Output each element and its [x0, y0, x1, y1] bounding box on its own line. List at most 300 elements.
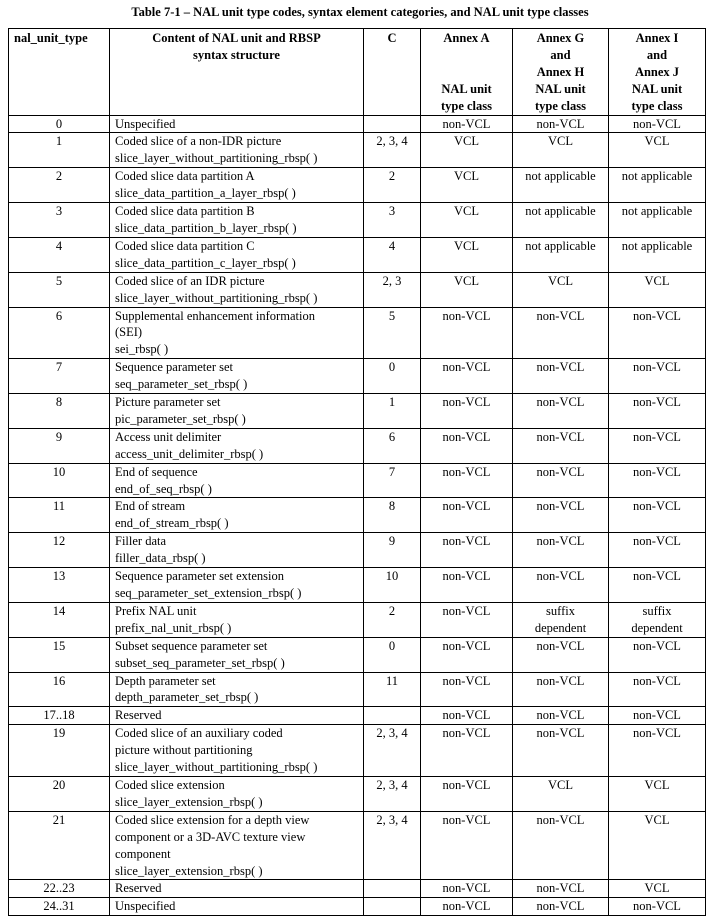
annex-g-h-class-cell [513, 272, 609, 307]
annex-i-j-class-cell [609, 237, 706, 272]
annex-i-j-class-cell-line: VCL [644, 812, 670, 827]
annex-a-class-cell [421, 203, 513, 238]
nal-unit-type-cell: 2 [9, 168, 110, 203]
table-row [9, 533, 706, 568]
content-cell-line: Coded slice of an IDR picture [115, 273, 265, 288]
header-content [110, 29, 364, 116]
content-cell-line: (SEI) [115, 325, 143, 340]
annex-i-j-class-cell [609, 428, 706, 463]
category-cell: 6 [364, 428, 421, 463]
header-annex-gh-line: NAL unit [535, 81, 586, 96]
annex-g-h-class-cell-line: non-VCL [536, 881, 585, 896]
category-cell: 2, 3, 4 [364, 776, 421, 811]
content-cell-line: Prefix NAL unit [115, 603, 197, 618]
header-row [9, 29, 706, 116]
annex-g-h-class-cell [513, 307, 609, 359]
annex-g-h-class-cell-line: non-VCL [536, 464, 585, 479]
category-cell: 2, 3, 4 [364, 811, 421, 880]
content-cell-line: End of stream [115, 499, 186, 514]
nal-unit-type-cell: 7 [9, 359, 110, 394]
content-cell [110, 707, 364, 725]
header-annex-gh-line: Annex H [536, 64, 585, 79]
annex-i-j-class-cell-line: non-VCL [633, 638, 681, 653]
content-cell-line: component or a 3D-AVC texture view [115, 829, 306, 844]
annex-g-h-class-cell [513, 428, 609, 463]
category-cell: 11 [364, 672, 421, 707]
content-cell-line: prefix_nal_unit_rbsp( ) [115, 620, 232, 635]
annex-i-j-class-cell [609, 115, 706, 133]
content-cell [110, 568, 364, 603]
content-cell-line: Coded slice extension for a depth view [115, 812, 310, 827]
annex-g-h-class-cell-line: non-VCL [536, 534, 585, 549]
category-cell: 1 [364, 394, 421, 429]
content-cell-line: Sequence parameter set [115, 360, 233, 375]
annex-g-h-class-cell [513, 463, 609, 498]
header-category: C [364, 29, 421, 116]
annex-a-class-cell [421, 272, 513, 307]
annex-i-j-class-cell [609, 776, 706, 811]
header-annex-a-line: NAL unit [441, 81, 492, 96]
annex-a-class-cell [421, 133, 513, 168]
nal-unit-type-cell: 13 [9, 568, 110, 603]
header-content-line: syntax structure [193, 47, 280, 62]
annex-a-class-cell-line: non-VCL [442, 603, 491, 618]
content-cell [110, 811, 364, 880]
content-cell-line: Filler data [115, 534, 167, 549]
content-cell [110, 498, 364, 533]
nal-unit-type-cell: 16 [9, 672, 110, 707]
annex-a-class-cell [421, 672, 513, 707]
annex-g-h-class-cell-line: non-VCL [536, 899, 585, 914]
content-cell [110, 880, 364, 898]
annex-i-j-class-cell-line: non-VCL [633, 464, 681, 479]
annex-a-class-cell [421, 115, 513, 133]
annex-a-class-cell-line: non-VCL [442, 499, 491, 514]
table-row [9, 359, 706, 394]
annex-g-h-class-cell-line: non-VCL [536, 673, 585, 688]
content-cell [110, 359, 364, 394]
annex-i-j-class-cell [609, 463, 706, 498]
annex-a-class-cell [421, 359, 513, 394]
annex-g-h-class-cell [513, 776, 609, 811]
annex-i-j-class-cell-line: non-VCL [633, 708, 681, 723]
content-cell [110, 133, 364, 168]
table-row [9, 203, 706, 238]
header-annex-ij-line: Annex I [635, 31, 679, 45]
annex-i-j-class-cell-line: non-VCL [633, 673, 681, 688]
annex-g-h-class-cell [513, 568, 609, 603]
nal-unit-type-cell: 4 [9, 237, 110, 272]
table-row [9, 672, 706, 707]
annex-g-h-class-cell-line: non-VCL [536, 308, 585, 323]
nal-unit-type-cell: 17..18 [9, 707, 110, 725]
annex-i-j-class-cell-line: VCL [644, 777, 670, 792]
category-cell: 2, 3 [364, 272, 421, 307]
annex-g-h-class-cell-line: VCL [548, 134, 573, 149]
content-cell-line: end_of_seq_rbsp( ) [115, 481, 212, 496]
content-cell-line: Coded slice data partition A [115, 169, 255, 184]
table-row [9, 498, 706, 533]
annex-a-class-cell-line: non-VCL [442, 708, 491, 723]
header-annex-ij-line: and [646, 47, 668, 62]
annex-a-class-cell-line: non-VCL [442, 638, 491, 653]
annex-g-h-class-cell [513, 203, 609, 238]
nal-unit-type-cell: 10 [9, 463, 110, 498]
table-row [9, 637, 706, 672]
category-cell [364, 707, 421, 725]
annex-a-class-cell-line: VCL [454, 238, 479, 253]
content-cell-line: slice_layer_without_partitioning_rbsp( ) [115, 290, 318, 305]
header-annex-g-h [513, 29, 609, 116]
content-cell-line: Coded slice extension [115, 777, 225, 792]
annex-a-class-cell-line: non-VCL [442, 899, 491, 914]
annex-i-j-class-cell [609, 272, 706, 307]
annex-i-j-class-cell [609, 359, 706, 394]
annex-g-h-class-cell [513, 880, 609, 898]
content-cell-line: subset_seq_parameter_set_rbsp( ) [115, 655, 285, 670]
annex-a-class-cell-line: non-VCL [442, 812, 491, 827]
nal-unit-type-cell: 21 [9, 811, 110, 880]
annex-g-h-class-cell [513, 602, 609, 637]
content-cell-line: component [115, 846, 171, 861]
annex-g-h-class-cell-line: VCL [548, 273, 573, 288]
nal-unit-type-cell: 9 [9, 428, 110, 463]
content-cell-line: Coded slice of a non-IDR picture [115, 134, 282, 149]
annex-g-h-class-cell-line: non-VCL [536, 429, 585, 444]
annex-a-class-cell-line: non-VCL [442, 534, 491, 549]
content-cell [110, 237, 364, 272]
content-cell-line: sei_rbsp( ) [115, 342, 169, 357]
content-cell-line: slice_layer_extension_rbsp( ) [115, 863, 263, 878]
table-caption: Table 7-1 – NAL unit type codes, syntax element categories, and NAL unit type classes [131, 5, 589, 19]
annex-i-j-class-cell-line: non-VCL [633, 569, 681, 584]
header-annex-a-gap [424, 47, 509, 64]
category-cell: 8 [364, 498, 421, 533]
category-cell: 2, 3, 4 [364, 133, 421, 168]
annex-a-class-cell-line: non-VCL [442, 360, 491, 375]
annex-a-class-cell [421, 428, 513, 463]
annex-i-j-class-cell [609, 602, 706, 637]
annex-a-class-cell-line: non-VCL [442, 395, 491, 410]
content-cell-line: Supplemental enhancement information [115, 308, 315, 323]
table-row [9, 880, 706, 898]
table-row [9, 133, 706, 168]
content-cell-line: Subset sequence parameter set [115, 638, 268, 653]
nal-unit-type-cell: 8 [9, 394, 110, 429]
annex-a-class-cell-line: VCL [454, 273, 479, 288]
table-row [9, 898, 706, 916]
annex-i-j-class-cell-line: non-VCL [633, 308, 681, 323]
annex-a-class-cell [421, 237, 513, 272]
annex-g-h-class-cell-line: not applicable [525, 238, 596, 253]
annex-i-j-class-cell [609, 672, 706, 707]
header-annex-a-line: Annex A [443, 31, 490, 45]
nal-unit-type-cell: 15 [9, 637, 110, 672]
category-cell [364, 115, 421, 133]
annex-i-j-class-cell [609, 880, 706, 898]
header-annex-gh-line: Annex G [536, 31, 585, 45]
annex-g-h-class-cell [513, 359, 609, 394]
content-cell [110, 725, 364, 777]
annex-a-class-cell [421, 533, 513, 568]
content-cell-line: Sequence parameter set extension [115, 569, 285, 584]
category-cell: 10 [364, 568, 421, 603]
annex-i-j-class-cell-line: not applicable [621, 169, 693, 184]
annex-g-h-class-cell [513, 498, 609, 533]
annex-i-j-class-cell-line: non-VCL [633, 499, 681, 514]
content-cell [110, 428, 364, 463]
annex-a-class-cell [421, 498, 513, 533]
annex-g-h-class-cell [513, 811, 609, 880]
annex-g-h-class-cell [513, 898, 609, 916]
annex-a-class-cell [421, 811, 513, 880]
content-cell-line: End of sequence [115, 464, 198, 479]
annex-i-j-class-cell-line: non-VCL [633, 429, 681, 444]
nal-unit-type-cell: 11 [9, 498, 110, 533]
content-cell-line: access_unit_delimiter_rbsp( ) [115, 446, 264, 461]
table-row [9, 115, 706, 133]
nal-unit-type-cell: 1 [9, 133, 110, 168]
category-cell: 9 [364, 533, 421, 568]
annex-i-j-class-cell [609, 133, 706, 168]
content-cell-line: Unspecified [115, 899, 176, 914]
content-cell-line: Reserved [115, 881, 162, 896]
annex-g-h-class-cell-line: VCL [548, 777, 573, 792]
annex-i-j-class-cell [609, 637, 706, 672]
annex-i-j-class-cell [609, 898, 706, 916]
annex-g-h-class-cell-line: non-VCL [536, 499, 585, 514]
content-cell-line: filler_data_rbsp( ) [115, 551, 206, 566]
annex-i-j-class-cell-line: not applicable [621, 204, 693, 219]
annex-g-h-class-cell-line: non-VCL [536, 708, 585, 723]
content-cell [110, 115, 364, 133]
content-cell-line: seq_parameter_set_extension_rbsp( ) [115, 586, 302, 600]
annex-i-j-class-cell [609, 707, 706, 725]
annex-a-class-cell [421, 880, 513, 898]
annex-a-class-cell-line: VCL [454, 204, 479, 219]
content-cell-line: Access unit delimiter [115, 429, 222, 444]
nal-unit-type-cell: 22..23 [9, 880, 110, 898]
table-row [9, 725, 706, 777]
annex-g-h-class-cell-line: non-VCL [536, 360, 585, 375]
table-row [9, 707, 706, 725]
annex-a-class-cell-line: VCL [454, 169, 479, 184]
nal-unit-type-cell: 0 [9, 115, 110, 133]
annex-a-class-cell-line: non-VCL [442, 777, 491, 792]
annex-g-h-class-cell-line: non-VCL [536, 116, 585, 131]
nal-unit-type-cell: 20 [9, 776, 110, 811]
content-cell-line: pic_parameter_set_rbsp( ) [115, 411, 246, 426]
annex-a-class-cell [421, 725, 513, 777]
annex-i-j-class-cell-line: dependent [631, 620, 683, 635]
content-cell-line: Picture parameter set [115, 395, 221, 410]
category-cell: 5 [364, 307, 421, 359]
category-cell: 3 [364, 203, 421, 238]
annex-g-h-class-cell-line: non-VCL [536, 812, 585, 827]
content-cell [110, 307, 364, 359]
annex-g-h-class-cell [513, 533, 609, 568]
annex-a-class-cell [421, 707, 513, 725]
annex-a-class-cell-line: non-VCL [442, 881, 491, 896]
annex-g-h-class-cell [513, 725, 609, 777]
annex-i-j-class-cell [609, 498, 706, 533]
content-cell-line: Coded slice data partition C [115, 238, 255, 253]
header-annex-i-j [609, 29, 706, 116]
category-cell: 4 [364, 237, 421, 272]
content-cell-line: slice_layer_extension_rbsp( ) [115, 794, 263, 809]
content-cell-line: slice_data_partition_a_layer_rbsp( ) [115, 186, 296, 201]
header-annex-ij-line: Annex J [634, 64, 680, 79]
annex-a-class-cell [421, 307, 513, 359]
content-cell [110, 602, 364, 637]
header-annex-gh-line: type class [534, 98, 587, 113]
annex-i-j-class-cell-line: non-VCL [633, 360, 681, 375]
category-cell [364, 880, 421, 898]
annex-a-class-cell [421, 776, 513, 811]
header-content-line: Content of NAL unit and RBSP [152, 31, 321, 45]
annex-a-class-cell-line: non-VCL [442, 569, 491, 584]
annex-g-h-class-cell [513, 672, 609, 707]
annex-g-h-class-cell [513, 115, 609, 133]
category-cell: 2 [364, 168, 421, 203]
table-row [9, 776, 706, 811]
annex-i-j-class-cell-line: non-VCL [633, 534, 681, 549]
table-row [9, 428, 706, 463]
category-cell: 7 [364, 463, 421, 498]
category-cell [364, 898, 421, 916]
content-cell [110, 168, 364, 203]
annex-i-j-class-cell [609, 394, 706, 429]
content-cell [110, 203, 364, 238]
annex-g-h-class-cell-line: non-VCL [536, 726, 585, 741]
annex-i-j-class-cell [609, 568, 706, 603]
header-annex-a-line: type class [440, 98, 493, 113]
table-row [9, 272, 706, 307]
category-cell: 0 [364, 637, 421, 672]
annex-i-j-class-cell-line: VCL [644, 273, 670, 288]
nal-unit-type-table [8, 28, 706, 916]
annex-g-h-class-cell [513, 237, 609, 272]
nal-unit-type-cell: 19 [9, 725, 110, 777]
content-cell-line: Reserved [115, 708, 162, 723]
table-row [9, 602, 706, 637]
annex-g-h-class-cell-line: dependent [534, 620, 587, 635]
header-annex-ij-line: NAL unit [631, 81, 683, 96]
annex-i-j-class-cell-line: VCL [644, 134, 670, 149]
content-cell [110, 776, 364, 811]
annex-a-class-cell-line: non-VCL [442, 726, 491, 741]
annex-g-h-class-cell [513, 394, 609, 429]
content-cell [110, 272, 364, 307]
content-cell-line: end_of_stream_rbsp( ) [115, 516, 229, 531]
category-cell: 2, 3, 4 [364, 725, 421, 777]
table-row [9, 307, 706, 359]
annex-g-h-class-cell [513, 133, 609, 168]
annex-a-class-cell [421, 602, 513, 637]
table-row [9, 568, 706, 603]
content-cell-line: depth_parameter_set_rbsp( ) [115, 690, 259, 705]
content-cell-line: Depth parameter set [115, 673, 216, 688]
content-cell-line: Unspecified [115, 116, 176, 131]
table-body [9, 115, 706, 916]
annex-i-j-class-cell-line: VCL [644, 881, 670, 896]
table-row [9, 811, 706, 880]
content-cell-line: slice_data_partition_c_layer_rbsp( ) [115, 255, 296, 270]
content-cell [110, 463, 364, 498]
category-cell: 0 [364, 359, 421, 394]
content-cell-line: slice_data_partition_b_layer_rbsp( ) [115, 220, 297, 235]
annex-i-j-class-cell [609, 811, 706, 880]
annex-g-h-class-cell-line: not applicable [525, 169, 596, 184]
content-cell [110, 394, 364, 429]
nal-unit-type-cell: 5 [9, 272, 110, 307]
content-cell-line: Coded slice of an auxiliary coded [115, 726, 283, 741]
nal-unit-type-cell: 3 [9, 203, 110, 238]
annex-a-class-cell-line: non-VCL [442, 429, 491, 444]
annex-i-j-class-cell-line: non-VCL [633, 899, 681, 914]
annex-g-h-class-cell [513, 168, 609, 203]
annex-a-class-cell-line: non-VCL [442, 464, 491, 479]
content-cell-line: Coded slice data partition B [115, 204, 255, 219]
content-cell-line: picture without partitioning [115, 743, 253, 758]
content-cell [110, 672, 364, 707]
annex-i-j-class-cell [609, 307, 706, 359]
annex-a-class-cell [421, 463, 513, 498]
header-annex-a [421, 29, 513, 116]
header-annex-ij-line: type class [631, 98, 683, 113]
table-row [9, 237, 706, 272]
header-annex-gh-line: and [550, 47, 571, 62]
annex-i-j-class-cell [609, 725, 706, 777]
annex-g-h-class-cell-line: suffix [546, 603, 575, 618]
annex-g-h-class-cell-line: not applicable [525, 204, 596, 219]
annex-a-class-cell-line: non-VCL [442, 116, 491, 131]
header-annex-a-gap [424, 64, 509, 81]
nal-unit-type-cell: 14 [9, 602, 110, 637]
annex-a-class-cell-line: non-VCL [442, 308, 491, 323]
annex-g-h-class-cell [513, 637, 609, 672]
table-row [9, 168, 706, 203]
content-cell-line: slice_layer_without_partitioning_rbsp( ) [115, 760, 318, 775]
annex-a-class-cell [421, 568, 513, 603]
annex-i-j-class-cell [609, 203, 706, 238]
content-cell-line: seq_parameter_set_rbsp( ) [115, 377, 248, 392]
annex-i-j-class-cell-line: suffix [642, 603, 672, 618]
annex-g-h-class-cell-line: non-VCL [536, 638, 585, 653]
annex-i-j-class-cell-line: non-VCL [633, 116, 681, 131]
annex-i-j-class-cell-line: not applicable [621, 238, 693, 253]
annex-g-h-class-cell-line: non-VCL [536, 569, 585, 584]
annex-g-h-class-cell [513, 707, 609, 725]
nal-unit-type-cell: 6 [9, 307, 110, 359]
content-cell [110, 533, 364, 568]
annex-a-class-cell [421, 637, 513, 672]
content-cell [110, 898, 364, 916]
nal-unit-type-cell: 24..31 [9, 898, 110, 916]
table-row [9, 394, 706, 429]
nal-unit-type-cell: 12 [9, 533, 110, 568]
annex-a-class-cell [421, 394, 513, 429]
annex-a-class-cell [421, 898, 513, 916]
header-nal-unit-type: nal_unit_type [9, 29, 110, 116]
content-cell [110, 637, 364, 672]
annex-a-class-cell [421, 168, 513, 203]
annex-a-class-cell-line: non-VCL [442, 673, 491, 688]
table-row [9, 463, 706, 498]
annex-a-class-cell-line: VCL [454, 134, 479, 149]
annex-i-j-class-cell-line: non-VCL [633, 395, 681, 410]
content-cell-line: slice_layer_without_partitioning_rbsp( ) [115, 151, 318, 166]
